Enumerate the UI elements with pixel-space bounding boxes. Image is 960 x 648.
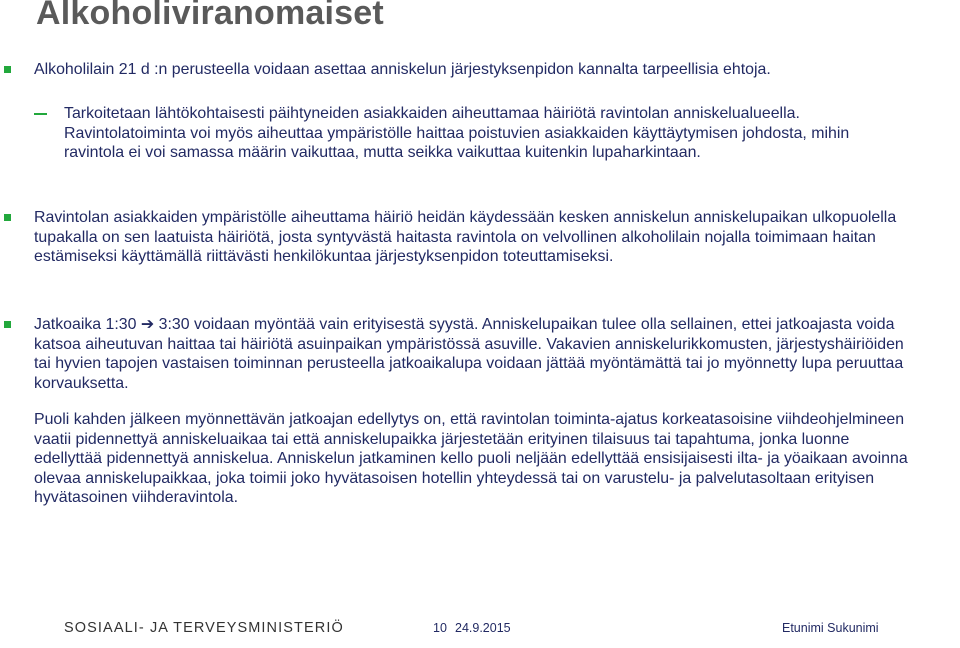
bullet-item [34,208,914,267]
sub-bullet-text: Tarkoitetaan lähtökohtaisesti päihtyneiden asiakkaiden aiheuttamaa häiriötä ravintolan anniskelualueella. Ravintolatoiminta voi myös aiheuttaa ympäristölle haittaa poistuvien asiakkaiden käyttäytymisen johdosta, mihin ravintola ei voi samassa määrin vaikuttaa, mutta seikka vaikuttaa kuitenkin lupaharkintaan. [64,105,850,161]
bullet-item [34,315,914,393]
bullet-dash-icon [34,113,47,115]
sub-bullet-item [64,104,894,163]
bullet-text: Alkoholilain 21 d :n perusteella voidaan asettaa anniskelun järjestyksenpidon kannalta tarpeellisia ehtoja. [34,61,771,78]
footer-date: 24.9.2015 [455,621,511,635]
arrow-right-icon: ➔ [140,316,155,333]
slide-title: Alkoholiviranomaiset [36,0,384,32]
bullet-item [34,60,834,80]
footer-page-number: 10 [433,621,447,635]
bullet-square-icon [4,321,11,328]
bullet-text-start: Jatkoaika 1:30 [34,316,141,333]
body-paragraph: Puoli kahden jälkeen myönnettävän jatkoajan edellytys on, että ravintolan toiminta-ajatus korkeatasoisine viihdeohjelmineen vaatii pidennettyä anniskeluaikaa tai että anniskelupaikka järjestetään erityinen tilaisuus tai tapahtuma, jonka luonne edellyttää pidennettyä anniskelua. Anniskelun jatkaminen kello puoli neljään edellyttää ensisijaisesti ilta- ja yöaikaan avoinna olevaa anniskelupaikkaa, joka toimii joko hyvätasoisen hotellin yhteydessä tai on varustelu- ja palvelutasoltaan erityisen hyvätasoinen viihderavintola. [34,411,908,506]
footer-author: Etunimi Sukunimi [782,621,879,635]
bullet-square-icon [4,66,11,73]
bullet-text: Ravintolan asiakkaiden ympäristölle aiheuttama häiriö heidän käydessään kesken anniskelun anniskelupaikan ulkopuolella tupakalla on sen laatuista häiriötä, josta syntyvästä haitasta ravintola on velvollinen alkoholilain nojalla toimimaan haitan estämiseksi käyttämällä riittävästi henkilökuntaa järjestyksenpidon toteuttamiseksi. [34,209,897,265]
footer-organization-logo: SOSIAALI- JA TERVEYSMINISTERIÖ [64,620,344,636]
bullet-square-icon [4,214,11,221]
bullet-text-end: 3:30 voidaan myöntää vain erityisestä syystä. Anniskelupaikan tulee olla sellainen, ettei jatkoajasta voida katsoa aiheutuvan haittaa tai häiriötä asuinpaikan ympäristössä asuville. Vakavien anniskelurikkomusten, järjestyshäiriöiden tai hyvien tapojen vastaisen toiminnan perusteella jatkoaikalupa voidaan jättää myöntämättä tai jo myönnetty lupa peruuttaa korvauksetta. [34,316,904,392]
